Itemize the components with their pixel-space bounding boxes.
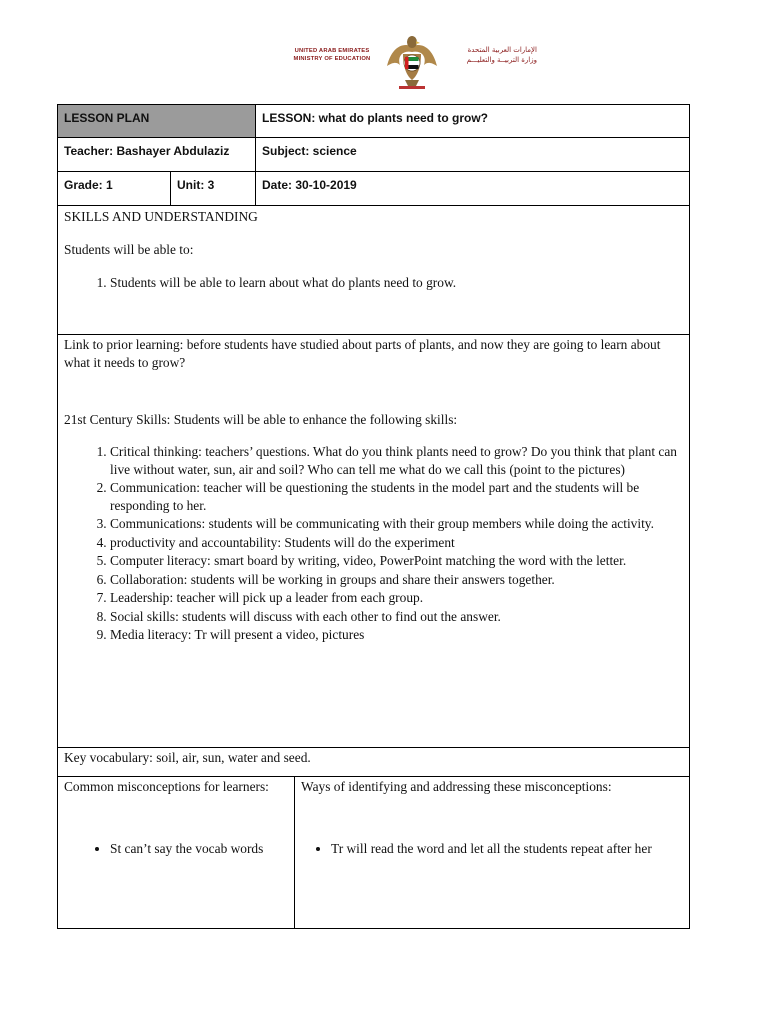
ministry-arabic-line-1: الإمارات العربية المتحدة (467, 46, 537, 54)
ministry-english-line-2: MINISTRY OF EDUCATION (293, 56, 371, 62)
century-skill-item: 2. Communication: teacher will be questioning the students in the model part and the students will be responding to her. (110, 479, 683, 514)
key-vocabulary: Key vocabulary: soil, air, sun, water and seed. (64, 750, 311, 765)
skills-list-item: 1. Students will be able to learn about what do plants need to grow. (110, 274, 683, 292)
unit-value: Unit: 3 (177, 178, 215, 192)
grade-value: Grade: 1 (64, 178, 113, 192)
lesson-plan-title: LESSON PLAN (64, 111, 150, 125)
ministry-english-name (287, 47, 377, 63)
ministry-english-line-1: UNITED ARAB EMIRATES (294, 48, 370, 54)
skills-section (57, 205, 690, 335)
century-skills-heading: 21st Century Skills: Students will be able to enhance the following skills: (64, 412, 458, 427)
century-skill-item: 6. Collaboration: students will be working in groups and share their answers together. (110, 571, 683, 589)
date-value: Date: 30-10-2019 (262, 178, 357, 192)
lesson-plan-table (57, 104, 690, 929)
lesson-name-cell (255, 104, 690, 138)
skills-intro: Students will be able to: (64, 242, 194, 257)
addressing-misconceptions-cell (294, 776, 690, 929)
century-skill-item: 1. Critical thinking: teachers’ questions. What do you think plants need to grow? Do you think that plant can live without water, sun, air and soil? Who can tell me what do we call this (point to the pictures) (110, 443, 683, 478)
skills-list (64, 274, 683, 292)
century-skills-list (64, 443, 683, 644)
addressing-list (301, 840, 683, 858)
century-skill-item: 5. Computer literacy: smart board by writing, video, PowerPoint matching the word with the letter. (110, 552, 683, 570)
unit-cell (170, 171, 256, 206)
misconceptions-heading: Common misconceptions for learners: (64, 779, 269, 794)
skills-heading: SKILLS AND UNDERSTANDING (64, 209, 258, 224)
ministry-arabic-name (447, 45, 537, 65)
misconceptions-cell (57, 776, 295, 929)
prior-learning-text: Link to prior learning: before students have studied about parts of plants, and now they are going to learn about what it needs to grow? (64, 337, 661, 370)
ministry-header (287, 30, 537, 92)
century-skill-item: 3. Communications: students will be communicating with their group members while doing the activity. (110, 515, 683, 533)
prior-learning-section (57, 334, 690, 748)
key-vocabulary-cell (57, 747, 690, 777)
ministry-arabic-line-2: وزارة التربيــة والتعليـــم (466, 56, 537, 64)
teacher-cell (57, 137, 256, 172)
lesson-name: LESSON: what do plants need to grow? (262, 111, 489, 125)
addressing-item: • Tr will read the word and let all the students repeat after her (331, 840, 683, 858)
date-cell (255, 171, 690, 206)
century-skill-item: 7. Leadership: teacher will pick up a leader from each group. (110, 589, 683, 607)
century-skill-item: 9. Media literacy: Tr will present a video, pictures (110, 626, 683, 644)
addressing-heading: Ways of identifying and addressing these misconceptions: (301, 779, 612, 794)
misconception-item: • St can’t say the vocab words (110, 840, 288, 858)
grade-cell (57, 171, 171, 206)
subject-cell (255, 137, 690, 172)
uae-falcon-emblem-icon (385, 32, 439, 90)
century-skill-item: 8. Social skills: students will discuss with each other to find out the answer. (110, 608, 683, 626)
misconceptions-list (64, 840, 288, 858)
subject-name: Subject: science (262, 144, 357, 158)
lesson-plan-title-cell (57, 104, 256, 138)
century-skill-item: 4. productivity and accountability: Students will do the experiment (110, 534, 683, 552)
teacher-name: Teacher: Bashayer Abdulaziz (64, 144, 230, 158)
